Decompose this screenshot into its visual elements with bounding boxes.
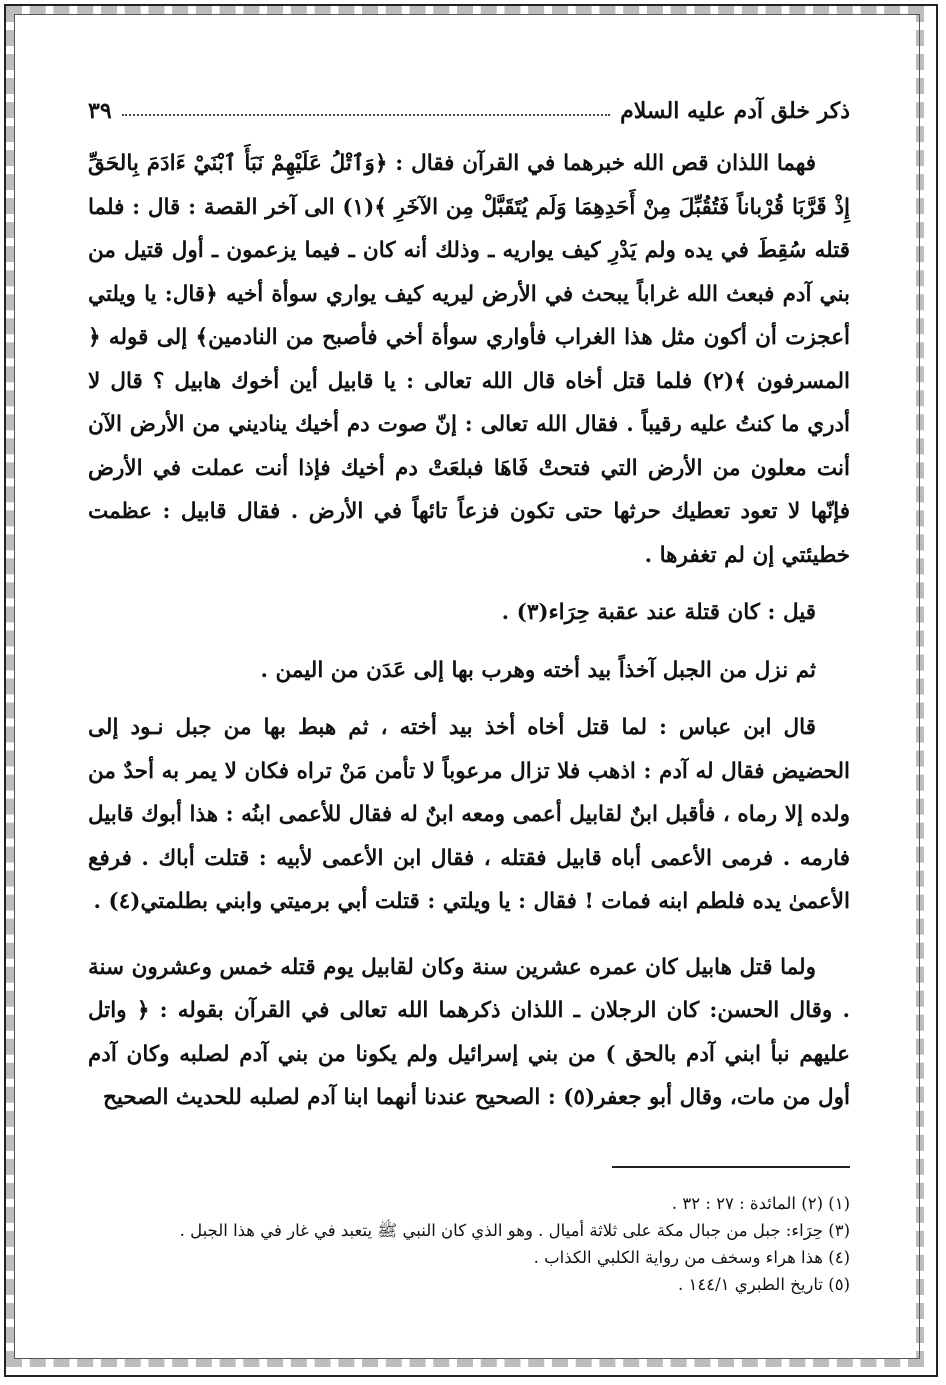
paragraph: قال ابن عباس : لما قتل أخاه أخذ بيد أخته ، ثم هبط بها من جبل نـود إلى الحضيض فقال له آدم : اذهب فلا تزال مرعوباً لا تأمن مَنْ تراه فكان لا يمر به أحدٌ من ولده إلا رماه ، فأقبل ابنٌ لقابيل أعمى ومعه ابنٌ له فقال للأعمى ابنُه : هذا أبوك قابيل فارمه . فرمى الأعمى أباه قابيل فقتله ، فقال ابن الأعمى لأبيه : قتلت أباك . فرفع الأعمىٰ يده فلطم ابنه فمات ! فقال : يا ويلتي : قتلت أبي برميتي وابني بطلمتي(٤) . [88,715,850,914]
page-content [88,84,850,1324]
main-text [88,142,850,1120]
footnote: (٥) تاريخ الطبري ١٤٤/١ . [678,1274,850,1294]
paragraph: ثم نزل من الجبل آخذاً بيد أخته وهرب بها إلى عَدَن من اليمن . [260,657,816,683]
footnote-separator [612,1166,850,1168]
footnotes [88,1190,850,1298]
footnote: (٣) حِرَاء: جبل من جبال مكة على ثلاثة أميال . وهو الذي كان النبي ﷺ يتعبد في غار في هذا الجبل . [179,1220,850,1240]
paragraph: قيل : كان قتلة عند عقبة حِرَاء(٣) . [501,600,816,625]
footnote: (٤) هذا هراء وسخف من رواية الكلبي الكذاب . [533,1247,850,1267]
page-number: ٣٩ [88,98,112,124]
header-title: ذكر خلق آدم عليه السلام [620,98,850,124]
header-leader-dots [122,114,611,116]
paragraph: ولما قتل هابيل كان عمره عشرين سنة وكان لقابيل يوم قتله خمس وعشرون سنة . وقال الحسن: كان الرجلان ـ اللذان ذكرهما الله تعالى في القرآن بقوله : ﴿ واتل عليهم نبأ ابني آدم بالحق ) من بني إسرائيل ولم يكونا من بني آدم لصلبه وكان آدم أول من مات، وقال أبو جعفر(٥) : الصحيح عندنا أنهما ابنا آدم لصلبه للحديث الصحيح [88,954,850,1110]
paragraph: فهما اللذان قص الله خبرهما في القرآن فقال : ﴿وَٱتْلُ عَلَيْهِمْ نَبَأَ ٱبْنَيْ ءَادَمَ بِالحَقِّ إِذْ قَرَّبَا قُرْباناً فَتُقُبِّلَ مِنْ أَحَدِهِمَا وَلَم يُتَقَبَّلْ مِن الآخَرِ ﴾(١) الى آخر القصة : قال : فلما قتله سُقِطَ في يده ولم يَدْرِ كيف يواريه ـ وذلك أنه كان ـ فيما يزعمون ـ أول قتيل من بني آدم فبعث الله غراباً يبحث في الأرض ليريه كيف يواري سوأة أخيه ﴿قال: يا ويلتي أعجزت أن أكون مثل هذا الغراب فأواري سوأة أخي فأصبح من النادمين﴾ إلى قوله ﴿ المسرفون ﴾(٢) فلما قتل أخاه قال الله تعالى : يا قابيل أين أخوك هابيل ؟ قال لا أدري ما كنتُ عليه رقيباً . فقال الله تعالى : إنّ صوت دم أخيك يناديني من الأرض الآن أنت معلون من الأرض التي فتحتْ فَاهَا فبلعَتْ دم أخيك فإذا أنت عملت في الأرض فإنّها لا تعود تعطيك حرثها حتى تكون فزعاً تائهاً في الأرض . فقال قابيل : عظمت خطيئتي إن لم تغفرها . [88,151,850,568]
footnote: (١) (٢) المائدة : ٢٧ : ٣٢ . [671,1193,850,1213]
running-header [88,84,850,124]
